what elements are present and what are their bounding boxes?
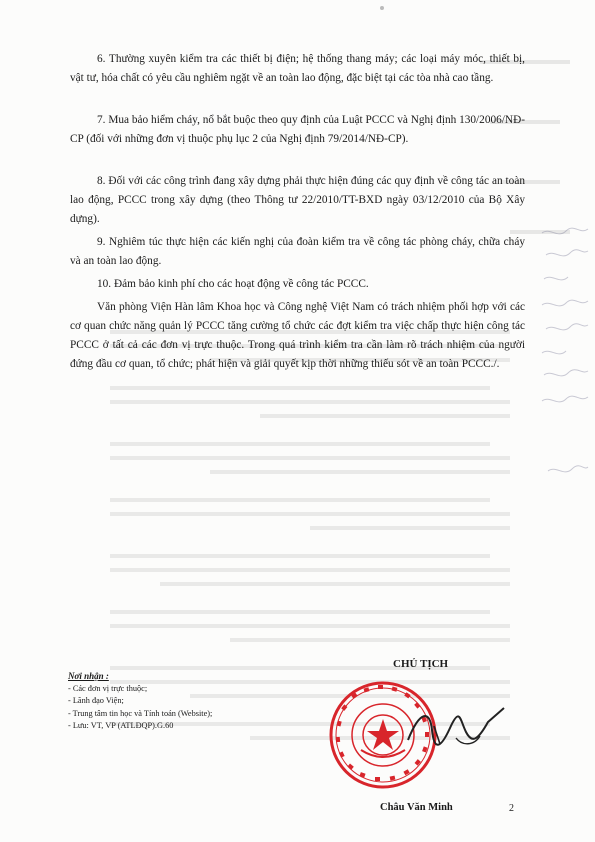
scan-speck: [380, 6, 384, 10]
signer-position: CHỦ TỊCH: [393, 658, 449, 670]
recipient-item: - Lãnh đạo Viện;: [68, 696, 124, 705]
signer-name: Châu Văn Minh: [380, 802, 453, 813]
recipient-item: - Lưu: VT, VP (ATLĐQP).G.60: [68, 721, 174, 730]
paragraph-item-8: 8. Đối với các công trình đang xây dựng phải thực hiện đúng các quy định về công tác an toàn lao động, PCCC trong xây dựng (theo Thông tư 22/2010/TT-BXD ngày 03/12/2010 của Bộ Xây dựng).: [70, 175, 525, 225]
paragraph-closing: Văn phòng Viện Hàn lâm Khoa học và Công nghệ Việt Nam có trách nhiệm phối hợp với các cơ quan chức năng quản lý PCCC tăng cường tổ chức các đợt kiểm tra việc chấp thực hiện công tác PCCC ở tất cả các đơn vị trực thuộc. Trong quá trình kiểm tra cần làm rõ trách nhiệm của người đứng đầu cơ quan, tổ chức; phát hiện và giải quyết kịp thời những thiếu sót về an toàn PCCC./.: [70, 301, 525, 370]
paragraph-item-7: 7. Mua bảo hiểm cháy, nổ bắt buộc theo quy định của Luật PCCC và Nghị định 130/2006/NĐ-CP (đối với những đơn vị thuộc phụ lục 2 của Nghị định 79/2014/NĐ-CP).: [70, 114, 525, 145]
margin-handwriting: [540, 225, 590, 495]
paragraph-item-6: 6. Thường xuyên kiểm tra các thiết bị điện; hệ thống thang máy; các loại máy móc, thiết bị, vật tư, hóa chất có yêu cầu nghiêm ngặt về an toàn lao động, đặc biệt tại các tòa nhà cao tầng.: [70, 53, 525, 84]
page-number: 2: [509, 803, 514, 814]
paragraph-item-9: 9. Nghiêm túc thực hiện các kiến nghị của đoàn kiểm tra về công tác phòng cháy, chữa cháy và an toàn lao động.: [70, 236, 525, 267]
handwritten-signature: [400, 700, 510, 760]
recipients-title: Nơi nhận :: [68, 671, 109, 681]
recipient-item: - Trung tâm tin học và Tính toán (Website);: [68, 708, 213, 718]
recipients-block: [68, 670, 212, 733]
recipient-item: - Các đơn vị trực thuộc;: [68, 683, 148, 693]
paragraph-item-10: 10. Đảm bảo kinh phí cho các hoạt động về công tác PCCC.: [97, 278, 369, 290]
